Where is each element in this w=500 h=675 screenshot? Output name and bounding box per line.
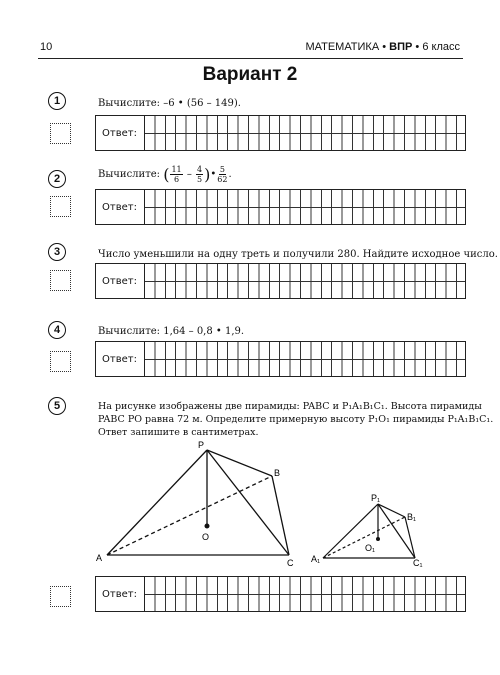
- answer-field-5[interactable]: [95, 576, 466, 612]
- label-p: P: [198, 440, 205, 450]
- period: .: [228, 169, 232, 180]
- answer-grid[interactable]: [144, 116, 465, 150]
- header-separator: •: [415, 41, 420, 53]
- answer-grid[interactable]: [144, 577, 465, 611]
- fraction-4-5: $\frac{4}{5}$: [197, 165, 203, 184]
- label-c: C: [287, 558, 294, 568]
- answer-label: Ответ:: [102, 276, 137, 287]
- answer-field-3[interactable]: [95, 263, 466, 299]
- answer-field-2[interactable]: [95, 189, 466, 225]
- minus-sign: –: [186, 169, 192, 180]
- task-2-prefix: Вычислите:: [98, 169, 161, 180]
- header-separator: •: [382, 41, 387, 53]
- header-grade: 6 класс: [422, 41, 460, 53]
- paren-close: ): [204, 165, 211, 184]
- task-5-line-2: PABC PO равна 72 м. Определите примерную высоту P₁O₁ пирамиды P₁A₁B₁C₁.: [98, 414, 494, 425]
- label-a1: A₁: [311, 554, 321, 564]
- answer-field-1[interactable]: [95, 115, 466, 151]
- score-box-2[interactable]: [50, 196, 71, 217]
- score-box-5[interactable]: [50, 586, 71, 607]
- task-number-1: 1: [48, 92, 66, 110]
- answer-grid[interactable]: [144, 342, 465, 376]
- answer-label: Ответ:: [102, 202, 137, 213]
- running-header: [305, 41, 460, 53]
- task-4-text: Вычислите: 1,64 – 0,8 • 1,9.: [98, 326, 245, 337]
- task-3-text: Число уменьшили на одну треть и получили 280. Найдите исходное число.: [98, 249, 498, 260]
- answer-grid[interactable]: [144, 264, 465, 298]
- answer-field-4[interactable]: [95, 341, 466, 377]
- label-o: O: [202, 532, 210, 542]
- fraction-5-62: $\frac{5}{62}$: [217, 165, 228, 184]
- big-pyramid: [107, 450, 289, 555]
- task-number-2: 2: [48, 170, 66, 188]
- header-rule: [38, 58, 463, 59]
- label-c1: C₁: [413, 558, 423, 568]
- label-a: A: [96, 553, 103, 563]
- dot-sign: •: [210, 169, 217, 180]
- task-2-text: [98, 165, 232, 184]
- task-5-line-3: Ответ запишите в сантиметрах.: [98, 427, 259, 438]
- header-subject: МАТЕМАТИКА: [305, 41, 380, 53]
- answer-grid[interactable]: [144, 190, 465, 224]
- task-number-4: 4: [48, 321, 66, 339]
- score-box-1[interactable]: [50, 123, 71, 144]
- point-o: [205, 524, 210, 529]
- paren-open: (: [163, 165, 170, 184]
- fraction-11-6: $\frac{11}{6}$: [171, 165, 182, 184]
- point-o1: [376, 537, 380, 541]
- page-number: 10: [40, 41, 53, 53]
- pyramids-figure: [0, 430, 500, 580]
- score-box-3[interactable]: [50, 270, 71, 291]
- answer-label: Ответ:: [102, 589, 137, 600]
- task-5-line-1: На рисунке изображены две пирамиды: PABC и P₁A₁B₁C₁. Высота пирамиды: [98, 401, 482, 412]
- score-box-4[interactable]: [50, 351, 71, 372]
- label-b: B: [274, 468, 281, 478]
- answer-label: Ответ:: [102, 128, 137, 139]
- header-exam: ВПР: [389, 41, 413, 53]
- page-title: Вариант 2: [202, 64, 298, 85]
- task-number-3: 3: [48, 243, 66, 261]
- label-p1: P₁: [371, 493, 381, 503]
- task-1-text: Вычислите: –6 • (56 – 149).: [98, 98, 241, 109]
- label-o1: O₁: [365, 543, 376, 553]
- answer-label: Ответ:: [102, 354, 137, 365]
- task-number-5: 5: [48, 397, 66, 415]
- label-b1: B₁: [407, 512, 417, 522]
